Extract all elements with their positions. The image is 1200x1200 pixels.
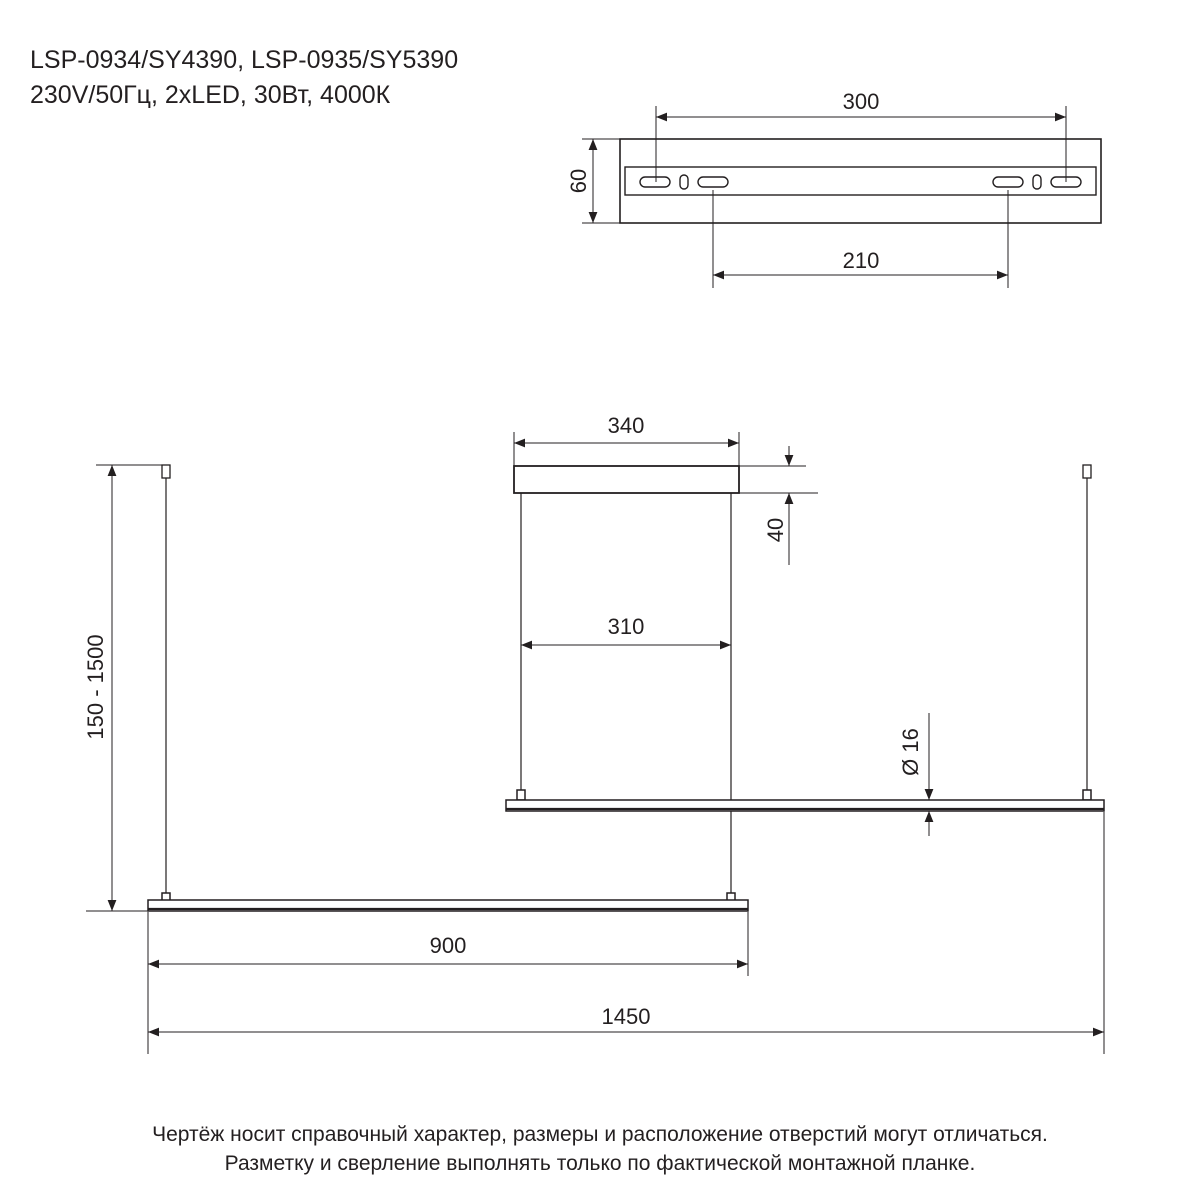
- electrical-specs: 230V/50Гц, 2xLED, 30Вт, 4000К: [30, 81, 391, 109]
- dimension-hole-spacing: [713, 190, 1008, 288]
- lamp-diameter-label: Ø 16: [898, 728, 923, 776]
- model-numbers: LSP-0934/SY4390, LSP-0935/SY5390: [30, 46, 459, 74]
- lower-lamp-length-label: 900: [429, 933, 467, 958]
- mounting-slot-left: [640, 175, 728, 189]
- upper-lamp-body: [506, 790, 1104, 811]
- plate-height-label: 60: [566, 168, 591, 194]
- disclaimer-line-2: Разметку и сверление выполнять только по фактической монтажной планке.: [224, 1152, 976, 1175]
- ceiling-anchors: [162, 465, 1091, 478]
- suspension-height-label: 150 - 1500: [83, 634, 108, 740]
- suspension-cables: [166, 478, 1087, 893]
- dimension-canopy-height: [739, 446, 818, 565]
- cable-spacing-label: 310: [607, 614, 645, 639]
- dimension-plate-width: [656, 106, 1066, 182]
- hole-spacing-label: 210: [842, 248, 880, 273]
- plate-width-label: 300: [842, 89, 880, 114]
- mounting-slot-right: [993, 175, 1081, 189]
- lower-lamp-body: [148, 893, 748, 911]
- ceiling-canopy: [514, 466, 739, 493]
- total-length-label: 1450: [601, 1004, 651, 1029]
- canopy-width-label: 340: [607, 413, 645, 438]
- disclaimer-line-1: Чертёж носит справочный характер, размеры и расположение отверстий могут отличаться.: [152, 1123, 1048, 1146]
- canopy-height-label: 40: [763, 517, 788, 543]
- mounting-plate: [620, 139, 1101, 223]
